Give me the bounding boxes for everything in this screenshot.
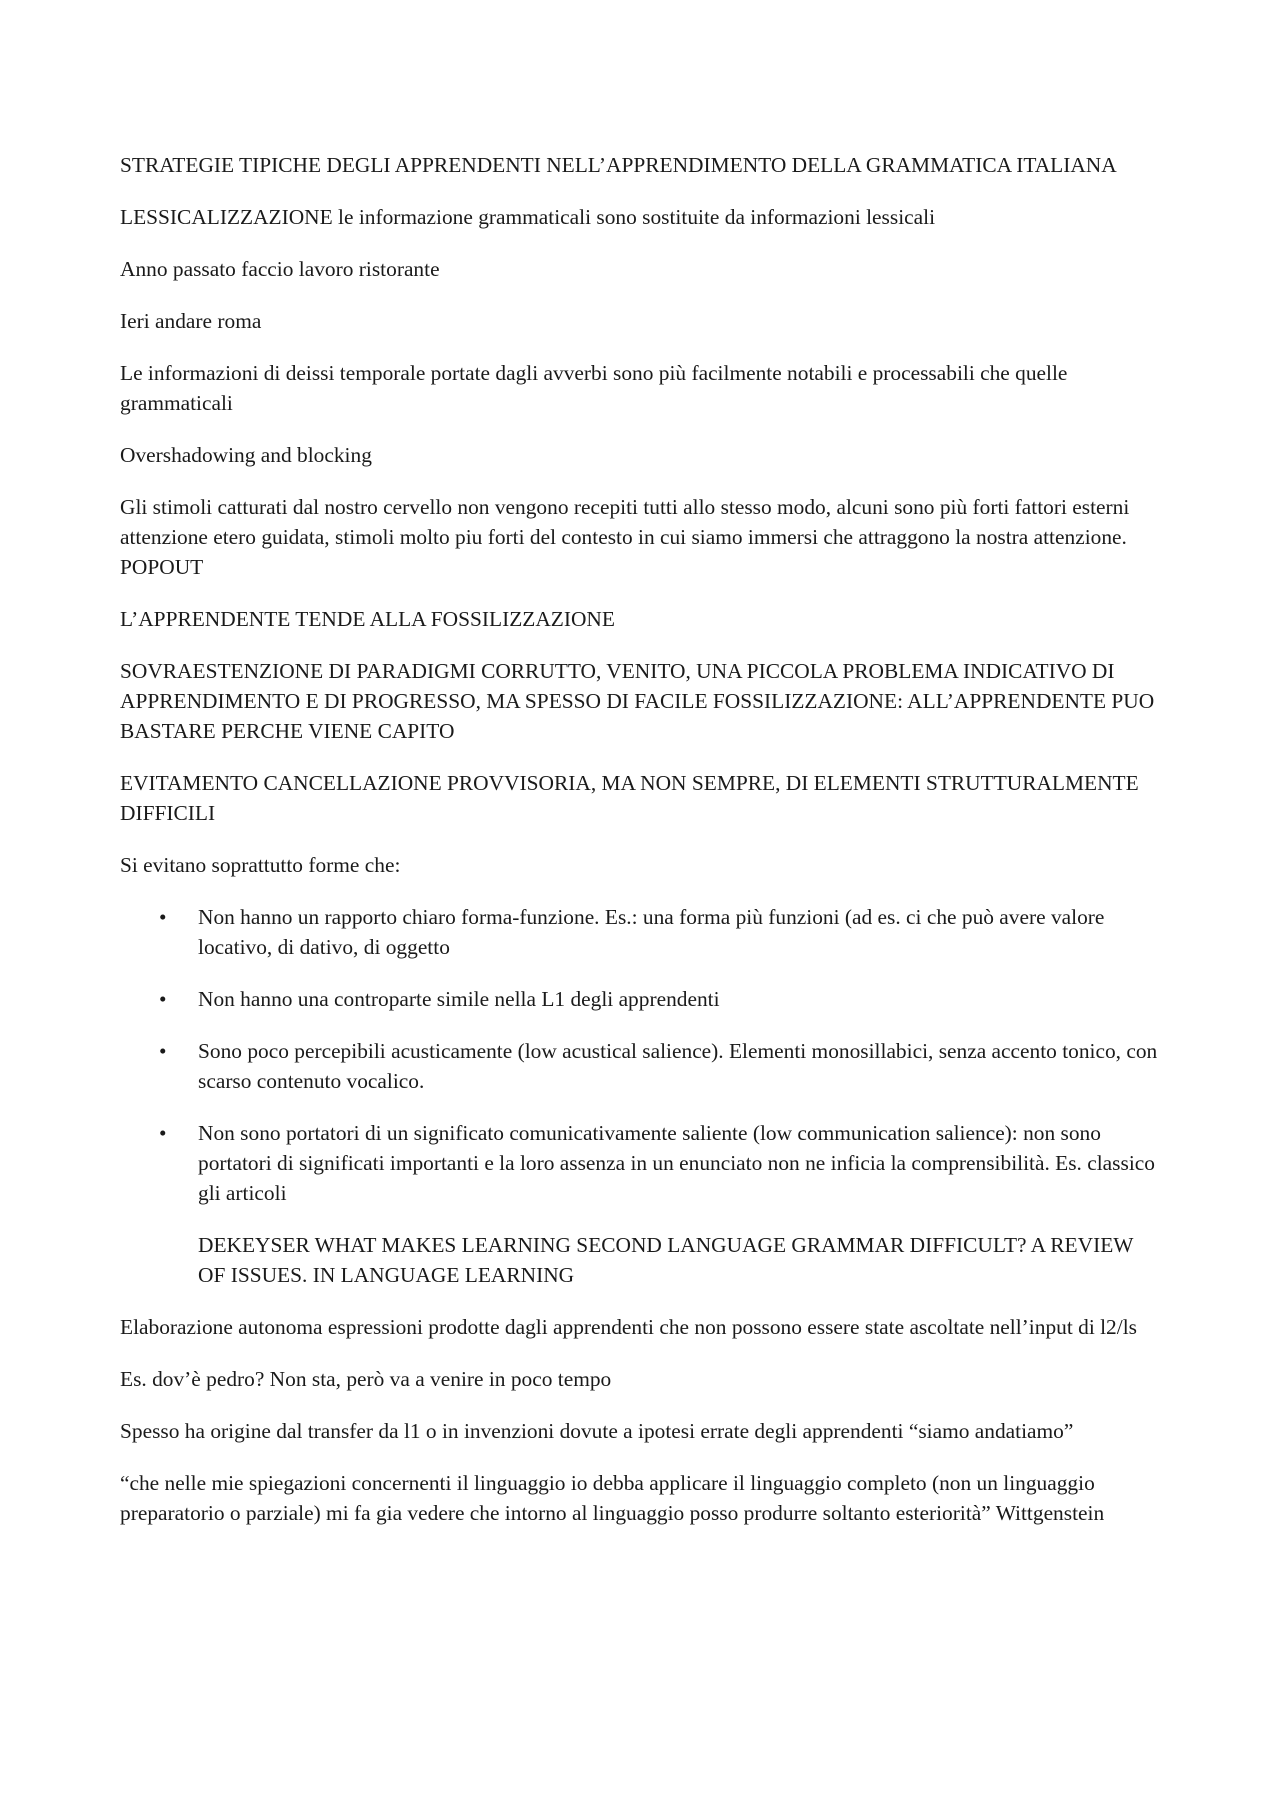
paragraph-deissi: Le informazioni di deissi temporale portate dagli avverbi sono più facilmente notabili e processabili che quelle grammaticali [120,361,1068,415]
document-title: STRATEGIE TIPICHE DEGLI APPRENDENTI NELL’APPRENDIMENTO DELLA GRAMMATICA ITALIANA [120,153,1117,177]
paragraph-lessicalizzazione: LESSICALIZZAZIONE le informazione grammaticali sono sostituite da informazioni lessicali [120,205,936,229]
paragraph-overshadowing: Overshadowing and blocking [120,443,372,467]
paragraph-example-2: Ieri andare roma [120,309,262,333]
bullet-list [120,902,1160,1208]
paragraph-wittgenstein-quote: “che nelle mie spiegazioni concernenti il linguaggio io debba applicare il linguaggio completo (non un linguaggio preparatorio o parziale) mi fa gia vedere che intorno al linguaggio posso produrre soltanto esteriorità” Wittgenstein [120,1471,1105,1525]
paragraph-transfer: Spesso ha origine dal transfer da l1 o in invenzioni dovute a ipotesi errate degli apprendenti “siamo andatiamo” [120,1419,1074,1443]
list-item [120,1036,1160,1096]
paragraph-evitamento: EVITAMENTO CANCELLAZIONE PROVVISORIA, MA NON SEMPRE, DI ELEMENTI STRUTTURALMENTE DIFFICILI [120,771,1139,825]
list-item-text: Non hanno un rapporto chiaro forma-funzione. Es.: una forma più funzioni (ad es. ci che può avere valore locativo, di dativo, di oggetto [198,905,1105,959]
list-item-text: Non sono portatori di un significato comunicativamente saliente (low communication salience): non sono portatori di significati importanti e la loro assenza in un enunciato non ne inficia la comprensibilità. Es. classico gli articoli [198,1121,1155,1205]
bullet-icon: • [159,1121,167,1145]
reference-citation: DEKEYSER WHAT MAKES LEARNING SECOND LANGUAGE GRAMMAR DIFFICULT? A REVIEW OF ISSUES. IN LANGUAGE LEARNING [198,1233,1134,1287]
list-item [120,984,1160,1014]
bullet-icon: • [159,905,167,929]
list-item [120,902,1160,962]
bullet-icon: • [159,987,167,1011]
paragraph-si-evitano: Si evitano soprattutto forme che: [120,853,401,877]
paragraph-fossilizzazione: L’APPRENDENTE TENDE ALLA FOSSILIZZAZIONE [120,607,615,631]
document-page [120,150,1160,1550]
list-item-text: Sono poco percepibili acusticamente (low acustical salience). Elementi monosillabici, senza accento tonico, con scarso contenuto vocalico. [198,1039,1158,1093]
bullet-icon: • [159,1039,167,1063]
list-item [120,1118,1160,1208]
paragraph-stimoli: Gli stimoli catturati dal nostro cervello non vengono recepiti tutti allo stesso modo, alcuni sono più forti fattori esterni attenzione etero guidata, stimoli molto piu forti del contesto in cui siamo immersi che attraggono la nostra attenzione. POPOUT [120,495,1130,579]
paragraph-elaborazione: Elaborazione autonoma espressioni prodotte dagli apprendenti che non possono essere state ascoltate nell’input di l2/ls [120,1315,1137,1339]
paragraph-example-1: Anno passato faccio lavoro ristorante [120,257,440,281]
paragraph-sovraestenzione: SOVRAESTENZIONE DI PARADIGMI CORRUTTO, VENITO, UNA PICCOLA PROBLEMA INDICATIVO DI APPRENDIMENTO E DI PROGRESSO, MA SPESSO DI FACILE FOSSILIZZAZIONE: ALL’APPRENDENTE PUO BASTARE PERCHE VIENE CAPITO [120,659,1155,743]
paragraph-example-pedro: Es. dov’è pedro? Non sta, però va a venire in poco tempo [120,1367,612,1391]
list-item-text: Non hanno una controparte simile nella L1 degli apprendenti [198,987,720,1011]
